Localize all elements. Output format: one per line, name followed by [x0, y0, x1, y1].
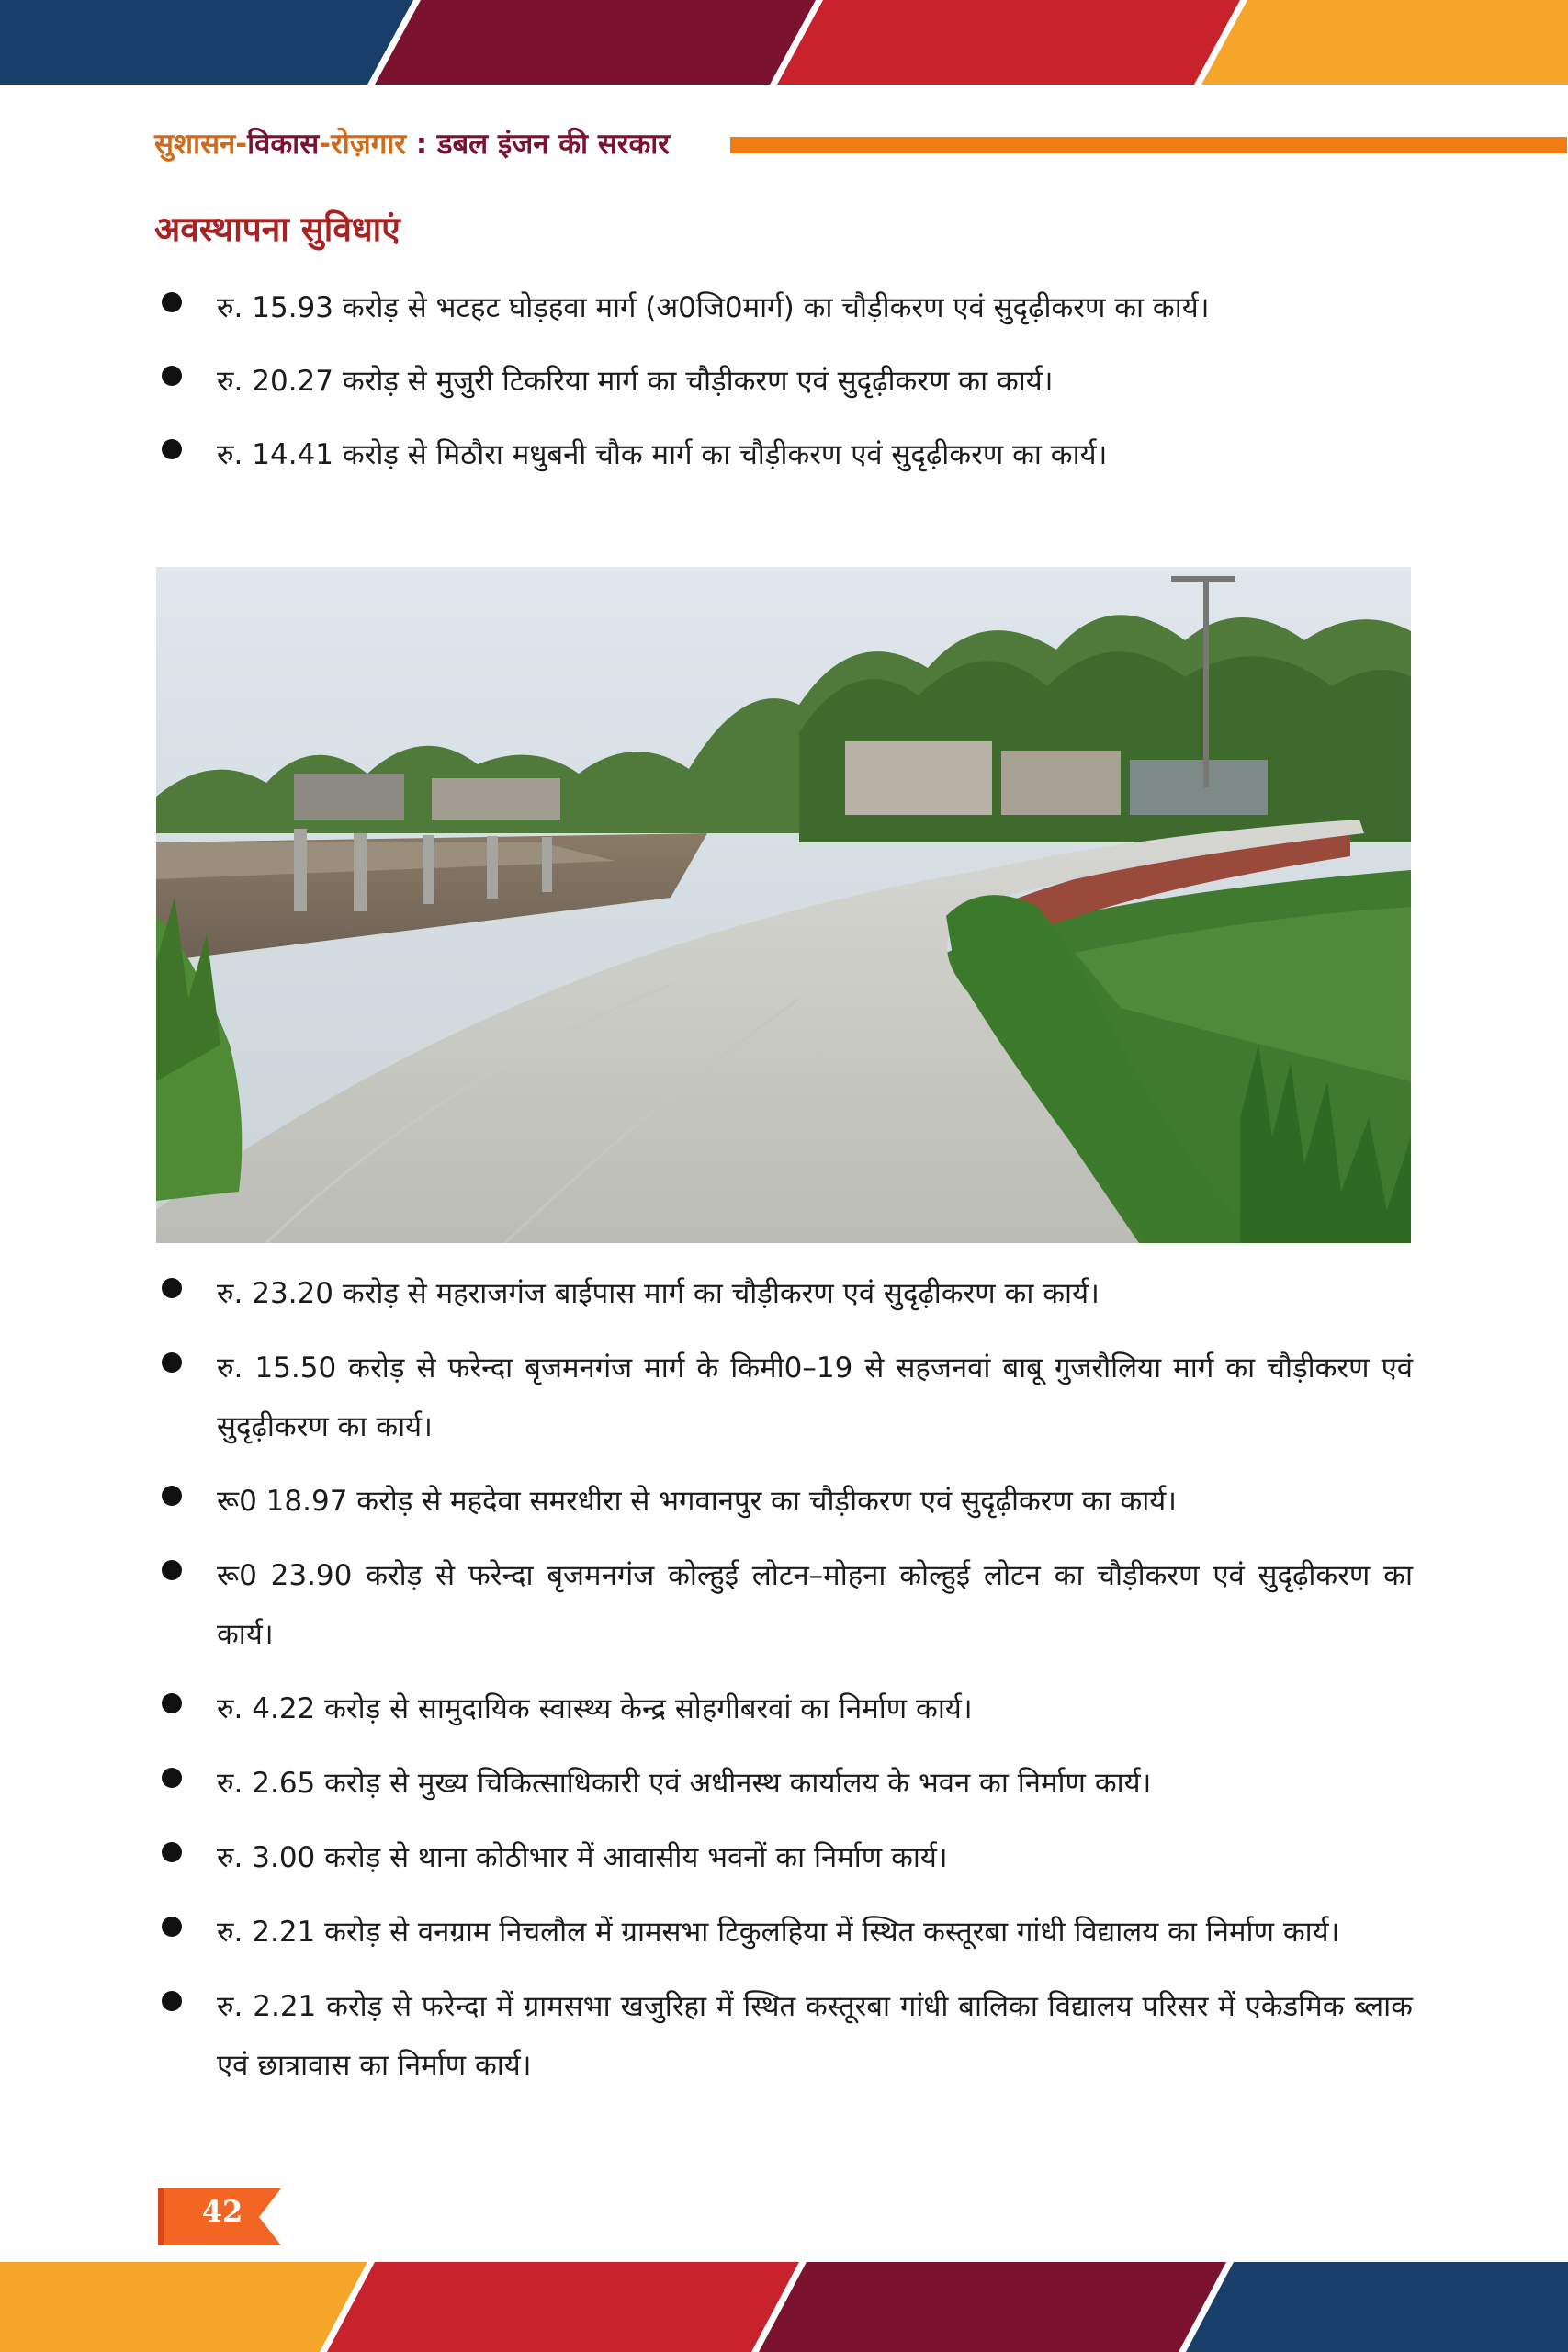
bullet-icon — [162, 1278, 182, 1298]
header-title-part: सुशासन- — [154, 128, 248, 161]
list-item — [154, 1679, 1413, 1738]
page-number: 42 — [201, 2194, 243, 2229]
list-item — [154, 1546, 1413, 1664]
road-photo — [156, 567, 1411, 1243]
list-item — [154, 425, 1413, 484]
bullet-icon — [162, 439, 182, 459]
list-item-text: रू0 23.90 करोड़ से फरेन्दा बृजमनगंज कोल्हुई लोटन–मोहना कोल्हुई लोटन का चौड़ीकरण एवं सुदृढ़ीकरण का कार्य। — [217, 1559, 1413, 1651]
bullet-icon — [162, 1842, 182, 1862]
project-list-top — [154, 278, 1413, 499]
header-title-part: -रोज़गार — [319, 128, 406, 161]
bullet-icon — [162, 366, 182, 386]
list-item-text: रु. 4.22 करोड़ से सामुदायिक स्वास्थ्य केन्द्र सोहगीबरवां का निर्माण कार्य। — [217, 1692, 973, 1725]
list-item-text: रु. 23.20 करोड़ से महराजगंज बाईपास मार्ग का चौड़ीकरण एवं सुदृढ़ीकरण का कार्य। — [217, 1277, 1100, 1310]
list-item — [154, 1264, 1413, 1323]
list-item-text: रु. 2.21 करोड़ से फरेन्दा में ग्रामसभा खजुरिहा में स्थित कस्तूरबा गांधी बालिका विद्यालय परिसर में एकेडमिक ब्लाक एवं छात्रावास का निर्माण कार्य। — [217, 1990, 1413, 2082]
list-item — [154, 1339, 1413, 1456]
section-heading: अवस्थापना सुविधाएं — [154, 209, 400, 249]
bullet-icon — [162, 1693, 182, 1713]
running-header-title — [154, 124, 670, 163]
list-item-text: रु. 20.27 करोड़ से मुजुरी टिकरिया मार्ग का चौड़ीकरण एवं सुदृढ़ीकरण का कार्य। — [217, 365, 1054, 398]
list-item-text: रू0 18.97 करोड़ से महदेवा समरधीरा से भगवानपुर का चौड़ीकरण एवं सुदृढ़ीकरण का कार्य। — [217, 1485, 1178, 1518]
list-item — [154, 1828, 1413, 1887]
list-item-text: रु. 15.50 करोड़ से फरेन्दा बृजमनगंज मार्ग के किमी0–19 से सहजनवां बाबू गुजरौलिया मार्ग का चौड़ीकरण एवं सुदृढ़ीकरण का कार्य। — [217, 1351, 1413, 1443]
project-list-bottom — [154, 1264, 1413, 2110]
list-item — [154, 1977, 1413, 2095]
list-item-text: रु. 15.93 करोड़ से भटहट घोड़हवा मार्ग (अ0जि0मार्ग) का चौड़ीकरण एवं सुदृढ़ीकरण का कार्य। — [217, 291, 1210, 324]
page-number-badge — [158, 2185, 287, 2249]
running-header — [154, 124, 1413, 170]
list-item — [154, 278, 1413, 337]
bullet-icon — [162, 1560, 182, 1580]
bullet-icon — [162, 1917, 182, 1937]
bottom-color-band — [0, 2262, 1568, 2352]
header-title-part: : डबल इंजन की सरकार — [405, 128, 670, 161]
list-item — [154, 1754, 1413, 1813]
list-item — [154, 1472, 1413, 1531]
bullet-icon — [162, 1991, 182, 2011]
bullet-icon — [162, 292, 182, 312]
list-item-text: रु. 3.00 करोड़ से थाना कोठीभार में आवासीय भवनों का निर्माण कार्य। — [217, 1841, 948, 1874]
list-item-text: रु. 2.21 करोड़ से वनग्राम निचलौल में ग्रामसभा टिकुलहिया में स्थित कस्तूरबा गांधी विद्यालय का निर्माण कार्य। — [217, 1916, 1340, 1949]
bullet-icon — [162, 1352, 182, 1373]
list-item-text: रु. 14.41 करोड़ से मिठौरा मधुबनी चौक मार्ग का चौड़ीकरण एवं सुदृढ़ीकरण का कार्य। — [217, 438, 1108, 471]
header-rule — [730, 137, 1567, 153]
list-item-text: रु. 2.65 करोड़ से मुख्य चिकित्साधिकारी एवं अधीनस्थ कार्यालय के भवन का निर्माण कार्य। — [217, 1767, 1152, 1800]
bullet-icon — [162, 1768, 182, 1788]
list-item — [154, 1903, 1413, 1962]
top-color-band — [0, 0, 1568, 85]
header-title-part: विकास — [247, 128, 320, 161]
bullet-icon — [162, 1486, 182, 1506]
list-item — [154, 352, 1413, 411]
